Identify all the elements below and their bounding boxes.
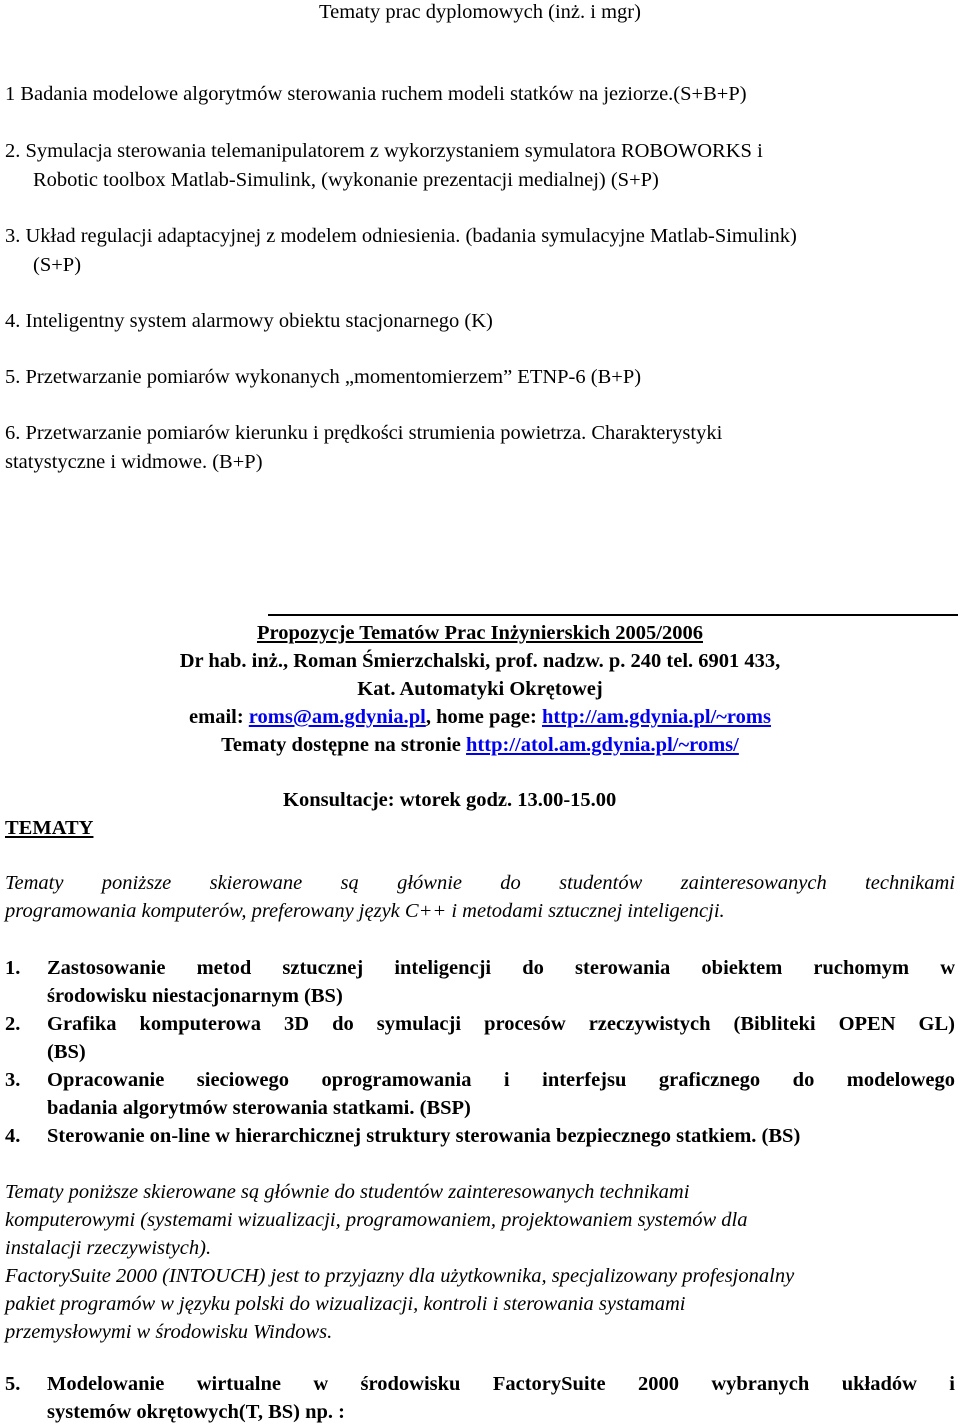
separator-rule: [268, 614, 958, 616]
homepage-label: , home page:: [425, 706, 542, 728]
list2-item-4-line-1: Sterowanie on-line w hierarchicznej struktury sterowania bezpiecznego statkiem. (BS): [47, 1125, 801, 1147]
list2-item-4-number: 4.: [5, 1125, 21, 1147]
topics-label: Tematy dostępne na stronie: [221, 734, 467, 756]
proposal-block: [0, 619, 960, 759]
list2-item-2-line-2: (BS): [47, 1041, 86, 1063]
intro-programming-line-1: Tematy poniższe skierowane są głównie do studentów zainteresowanych technikami: [5, 872, 955, 894]
list2-item-3-number: 3.: [5, 1069, 21, 1091]
intro-programming: [5, 869, 955, 925]
list2-item-4: [47, 1122, 955, 1150]
email-link[interactable]: roms@am.gdynia.pl: [248, 706, 426, 728]
topic-4: 4. Inteligentny system alarmowy obiektu stacjonarnego (K): [5, 310, 493, 332]
list2-item-2-line-1: Grafika komputerowa 3D do symulacji procesów rzeczywistych (Bibliteki OPEN GL): [47, 1013, 955, 1035]
intro-factorysuite-line-3: instalacji rzeczywistych).: [5, 1237, 212, 1259]
department-line: Kat. Automatyki Okrętowej: [357, 678, 603, 700]
topic-6-line-2: statystyczne i widmowe. (B+P): [5, 451, 263, 473]
intro-factorysuite-line-5: pakiet programów w języku polski do wizualizacji, kontroli i sterowania systamami: [5, 1293, 686, 1315]
list2-item-1-line-1: Zastosowanie metod sztucznej inteligencji do sterowania obiektem ruchomym w: [47, 957, 955, 979]
list2-item-3-line-1: Opracowanie sieciowego oprogramowania i interfejsu graficznego do modelowego: [47, 1069, 955, 1091]
topics-url-line: [0, 731, 960, 759]
list3-item-5-line-2: systemów okrętowych(T, BS) np. :: [47, 1401, 346, 1423]
intro-factorysuite-line-6: przemysłowymi w środowisku Windows.: [5, 1321, 333, 1343]
homepage-link[interactable]: http://am.gdynia.pl/~roms: [541, 706, 771, 728]
topic-6-line-1: 6. Przetwarzanie pomiarów kierunku i prędkości strumienia powietrza. Charakterystyki: [5, 422, 723, 444]
list2-item-1-line-2: środowisku niestacjonarnym (BS): [47, 985, 343, 1007]
page-title: Tematy prac dyplomowych (inż. i mgr): [319, 1, 641, 23]
topic-3-line-2: (S+P): [33, 254, 82, 276]
topic-5: 5. Przetwarzanie pomiarów wykonanych „momentomierzem” ETNP-6 (B+P): [5, 366, 642, 388]
intro-programming-line-2: programowania komputerów, preferowany język C++ i metodami sztucznej inteligencji.: [5, 900, 725, 922]
list3-item-5: [47, 1370, 955, 1426]
list2-item-3: [47, 1066, 955, 1122]
contact-line: [0, 703, 960, 731]
list2-item-1-number: 1.: [5, 957, 21, 979]
intro-factorysuite: [5, 1178, 955, 1346]
topic-2-line-2: Robotic toolbox Matlab-Simulink, (wykonanie prezentacji medialnej) (S+P): [33, 169, 659, 191]
list3-item-5-line-1: Modelowanie wirtualne w środowisku FactorySuite 2000 wybranych układów i: [47, 1373, 955, 1395]
topics-link[interactable]: http://atol.am.gdynia.pl/~roms/: [466, 734, 739, 756]
topic-1: 1 Badania modelowe algorytmów sterowania ruchem modeli statków na jeziorze.(S+B+P): [5, 83, 747, 105]
proposal-heading: Propozycje Tematów Prac Inżynierskich 2005/2006: [256, 622, 703, 644]
email-label: email:: [189, 706, 249, 728]
list2-item-1: [47, 954, 955, 1010]
list2-item-2: [47, 1010, 955, 1066]
list3-item-5-number: 5.: [5, 1373, 21, 1395]
tematy-heading: TEMATY: [5, 817, 94, 839]
intro-factorysuite-line-2: komputerowymi (systemami wizualizacji, programowaniem, projektowaniem systemów dla: [5, 1209, 748, 1231]
topic-2-line-1: 2. Symulacja sterowania telemanipulatorem z wykorzystaniem symulatora ROBOWORKS i: [5, 140, 763, 162]
topic-3-line-1: 3. Układ regulacji adaptacyjnej z modelem odniesienia. (badania symulacyjne Matlab-Simulink): [5, 225, 797, 247]
author-line: Dr hab. inż., Roman Śmierzchalski, prof. nadzw. p. 240 tel. 6901 433,: [179, 650, 781, 672]
intro-factorysuite-line-1: Tematy poniższe skierowane są głównie do studentów zainteresowanych technikami: [5, 1181, 690, 1203]
list2-item-3-line-2: badania algorytmów sterowania statkami. (BSP): [47, 1097, 471, 1119]
intro-factorysuite-line-4: FactorySuite 2000 (INTOUCH) jest to przyjazny dla użytkownika, specjalizowany profesjonalny: [5, 1265, 795, 1287]
consultation-hours: Konsultacje: wtorek godz. 13.00-15.00: [283, 789, 617, 811]
list2-item-2-number: 2.: [5, 1013, 21, 1035]
